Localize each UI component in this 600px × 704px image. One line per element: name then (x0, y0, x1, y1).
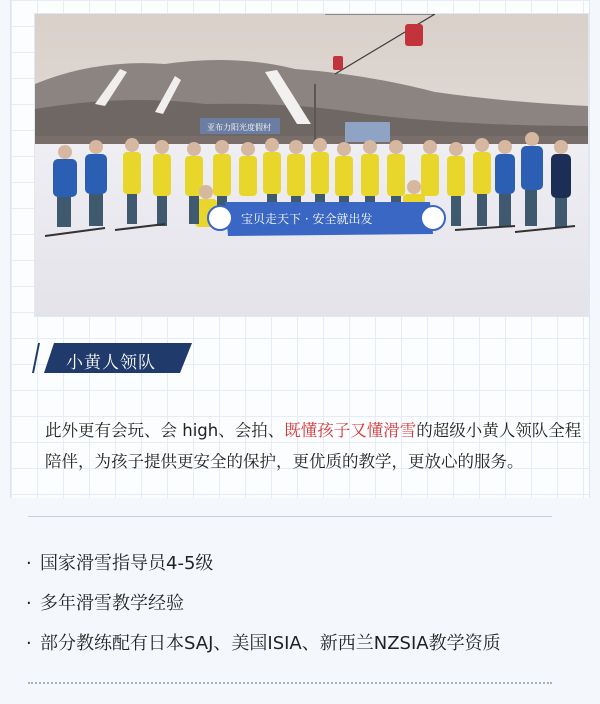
description-part-1: 此外更有会玩、会 high、会拍、 (45, 420, 285, 440)
section-title: 小黄人领队 (66, 353, 156, 373)
safety-banner (208, 202, 445, 236)
building-sign: 亚布力阳光度假村 (207, 123, 271, 132)
list-item (26, 588, 586, 628)
bullet-dot: · (26, 593, 32, 614)
qualification-text: 国家滑雪指导员4-5级 (40, 553, 214, 574)
description-highlight: 既懂孩子又懂滑雪 (284, 420, 417, 440)
leader-description (45, 415, 585, 477)
divider-bottom (28, 682, 552, 684)
list-item (26, 548, 586, 588)
banner-text: 宝贝走天下 · 安全就出发 (241, 212, 373, 226)
section-tag (32, 343, 194, 373)
tag-accent (32, 343, 40, 373)
coach-qualifications-list (26, 548, 586, 668)
group-ski-photo (34, 13, 589, 317)
description-part-2: 的超级小黄人领队全程陪伴，为孩子提供更安全的保护，更优质的教学，更放心的服务。 (45, 420, 582, 471)
qualification-text: 部分教练配有日本SAJ、美国ISIA、新西兰NZSIA教学资质 (40, 633, 501, 654)
bullet-dot: · (26, 633, 32, 654)
qualification-text: 多年滑雪教学经验 (40, 593, 184, 614)
bullet-dot: · (26, 553, 32, 574)
list-item (26, 628, 586, 668)
content-card (10, 0, 590, 498)
divider-top (28, 516, 552, 517)
